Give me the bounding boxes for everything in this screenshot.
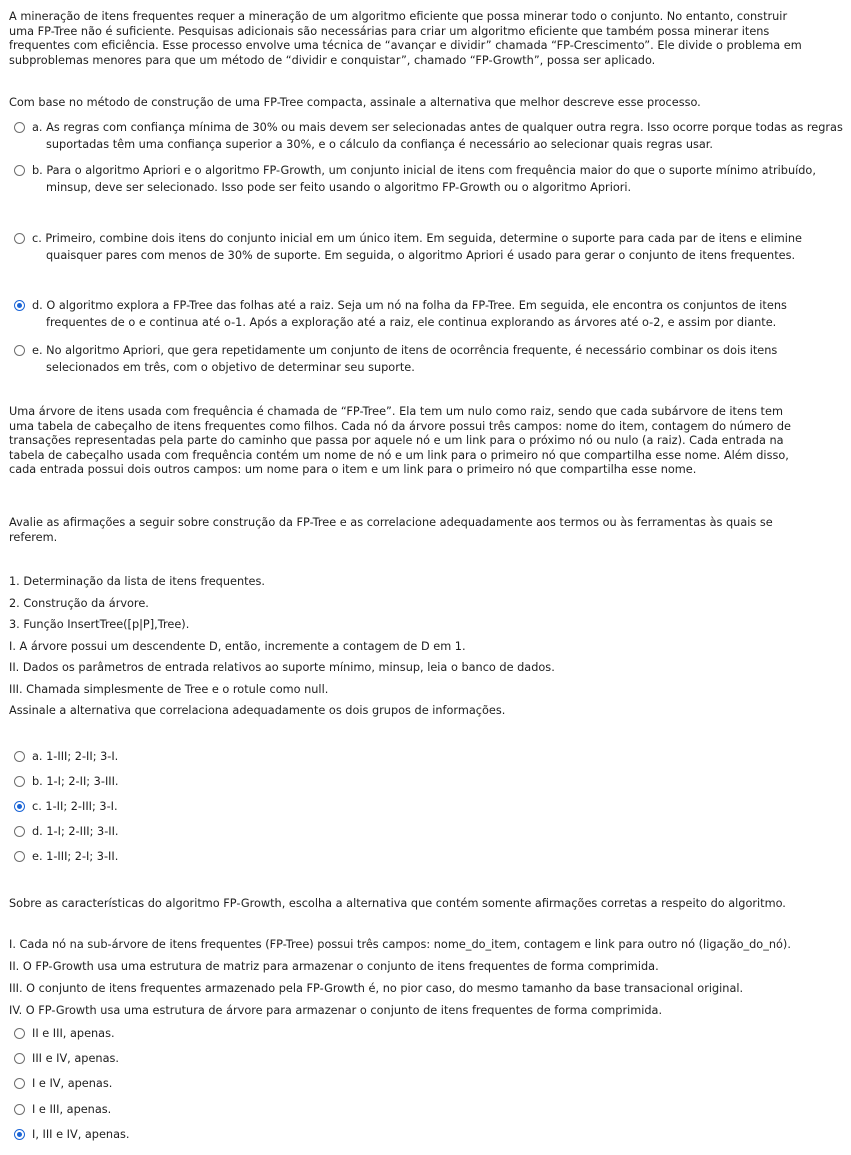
q2-prompt-line: Avalie as afirmações a seguir sobre construção da FP-Tree e as correlacione adequadamente aos termos ou às ferramentas às quais se [9, 516, 773, 529]
q1-option-e[interactable] [14, 343, 848, 376]
q2-item: I. A árvore possui um descendente D, então, incremente a contagem de D em 1. [9, 640, 466, 653]
q3-statement: I. Cada nó na sub-árvore de itens frequentes (FP-Tree) possui três campos: nome_do_item, contagem e link para outro nó (ligação_do_nó). [9, 938, 791, 951]
option-label: c. Primeiro, combine dois itens do conjunto inicial em um único item. Em seguida, determine o suporte para cada par de itens e elimine quaisquer pares com menos de 30% de suporte. Em seguida, o algoritmo Apriori é usado para gerar o conjunto de itens frequentes. [32, 232, 802, 262]
radio-button-selected[interactable] [14, 1129, 25, 1140]
option-label: III e IV, apenas. [32, 1052, 119, 1065]
q3-option-3[interactable] [14, 1076, 848, 1093]
q2-option-d[interactable] [14, 824, 848, 841]
q2-option-a[interactable] [14, 749, 848, 766]
q1-option-b[interactable] [14, 163, 848, 196]
radio-button[interactable] [14, 1104, 25, 1115]
q1-intro-line: A mineração de itens frequentes requer a mineração de um algoritmo eficiente que possa minerar todo o conjunto. No entanto, construir [9, 10, 788, 23]
radio-button[interactable] [14, 1028, 25, 1039]
q3-option-5[interactable] [14, 1127, 848, 1144]
q2-intro [9, 405, 845, 478]
q2-intro-line: tabela de cabeçalho usada com frequência contém um nome de nó e um link para o primeiro nó que compartilha esse nome. Além disso, [9, 448, 789, 462]
q2-option-e[interactable] [14, 849, 848, 866]
radio-button[interactable] [14, 233, 25, 244]
option-label: e. 1-III; 2-I; 3-II. [32, 850, 119, 863]
q3-prompt: Sobre as características do algoritmo FP-Growth, escolha a alternativa que contém somente afirmações corretas a respeito do algoritmo. [9, 897, 786, 910]
radio-button[interactable] [14, 826, 25, 837]
q1-option-d[interactable] [14, 298, 848, 331]
q2-option-b[interactable] [14, 774, 848, 791]
q2-item: 2. Construção da árvore. [9, 597, 149, 610]
radio-button[interactable] [14, 345, 25, 356]
radio-button-selected[interactable] [14, 300, 25, 311]
q3-option-4[interactable] [14, 1102, 848, 1119]
q1-option-c[interactable] [14, 231, 848, 264]
option-label: d. O algoritmo explora a FP-Tree das folhas até a raiz. Seja um nó na folha da FP-Tree. Em seguida, ele encontra os conjuntos de itens frequentes de o e continua até o-1. Após a exploração até a raiz, ele continua explorando as árvores até o-2, e assim por diante. [32, 299, 787, 329]
radio-button[interactable] [14, 1053, 25, 1064]
radio-button[interactable] [14, 776, 25, 787]
q1-intro-line: subproblemas menores para que um método de “dividir e conquistar”, chamado “FP-Growth”, possa ser aplicado. [9, 53, 656, 67]
option-label: b. Para o algoritmo Apriori e o algoritmo FP-Growth, um conjunto inicial de itens com frequência maior do que o suporte mínimo atribuído, minsup, deve ser selecionado. Isso pode ser feito usando o algoritmo FP-Growth ou o algoritmo Apriori. [32, 164, 816, 194]
q3-statement: III. O conjunto de itens frequentes armazenado pela FP-Growth é, no pior caso, do mesmo tamanho da base transacional original. [9, 982, 744, 995]
q2-prompt [9, 516, 845, 545]
radio-button[interactable] [14, 165, 25, 176]
radio-button[interactable] [14, 851, 25, 862]
q1-intro-line: frequentes com eficiência. Esse processo envolve uma técnica de “avançar e dividir” chamada “FP-Crescimento”. Ele divide o problema em [9, 39, 802, 53]
q2-prompt-line: referem. [9, 530, 58, 544]
q2-intro-line: transações representadas pela parte do caminho que passa por aquele nó e um link para o próximo nó ou nulo (a raiz). Cada entrada na [9, 434, 784, 448]
q2-intro-line: cada entrada possui dois outros campos: um nome para o item e um link para o primeiro nó que compartilha esse nome. [9, 463, 697, 477]
q2-item: II. Dados os parâmetros de entrada relativos ao suporte mínimo, minsup, leia o banco de dados. [9, 661, 555, 674]
q3-statement: II. O FP-Growth usa uma estrutura de matriz para armazenar o conjunto de itens frequentes de forma comprimida. [9, 960, 659, 973]
q3-option-2[interactable] [14, 1051, 848, 1068]
option-label: e. No algoritmo Apriori, que gera repetidamente um conjunto de itens de ocorrência frequente, é necessário combinar os dois itens selecionados em três, com o objetivo de determinar seu suporte. [32, 344, 778, 374]
option-label: b. 1-I; 2-II; 3-III. [32, 775, 119, 788]
q1-prompt: Com base no método de construção de uma FP-Tree compacta, assinale a alternativa que melhor descreve esse processo. [9, 96, 701, 109]
radio-button[interactable] [14, 1078, 25, 1089]
radio-button[interactable] [14, 122, 25, 133]
option-label: I e III, apenas. [32, 1103, 112, 1116]
option-label: a. As regras com confiança mínima de 30% ou mais devem ser selecionadas antes de qualquer outra regra. Isso ocorre porque todas as regras suportadas têm uma confiança superior a 30%, e o cálculo da confiança é necessário ao selecionar quais regras usar. [32, 121, 843, 151]
q1-intro-line: uma FP-Tree não é suficiente. Pesquisas adicionais são necessárias para criar um algoritmo eficiente que também possa minerar itens [9, 24, 770, 38]
option-label: I, III e IV, apenas. [32, 1128, 130, 1141]
q2-intro-line: uma tabela de cabeçalho de itens frequentes como filhos. Cada nó da árvore possui três campos: nome do item, contagem do número de [9, 419, 791, 433]
q3-option-1[interactable] [14, 1026, 848, 1043]
q2-item: III. Chamada simplesmente de Tree e o rotule como null. [9, 683, 329, 696]
option-label: c. 1-II; 2-III; 3-I. [32, 800, 118, 813]
option-label: d. 1-I; 2-III; 3-II. [32, 825, 119, 838]
q1-option-a[interactable] [14, 120, 848, 153]
q2-item: 1. Determinação da lista de itens frequentes. [9, 575, 265, 588]
option-label: I e IV, apenas. [32, 1077, 113, 1090]
q2-option-c[interactable] [14, 799, 848, 816]
radio-button-selected[interactable] [14, 801, 25, 812]
radio-button[interactable] [14, 751, 25, 762]
q2-ask: Assinale a alternativa que correlaciona adequadamente os dois grupos de informações. [9, 704, 506, 717]
option-label: a. 1-III; 2-II; 3-I. [32, 750, 119, 763]
q1-intro [9, 10, 845, 68]
option-label: II e III, apenas. [32, 1027, 115, 1040]
q2-item: 3. Função InsertTree([p|P],Tree). [9, 618, 190, 631]
q3-statement: IV. O FP-Growth usa uma estrutura de árvore para armazenar o conjunto de itens frequentes de forma comprimida. [9, 1004, 663, 1017]
q2-intro-line: Uma árvore de itens usada com frequência é chamada de “FP-Tree”. Ela tem um nulo como raiz, sendo que cada subárvore de itens tem [9, 405, 783, 418]
